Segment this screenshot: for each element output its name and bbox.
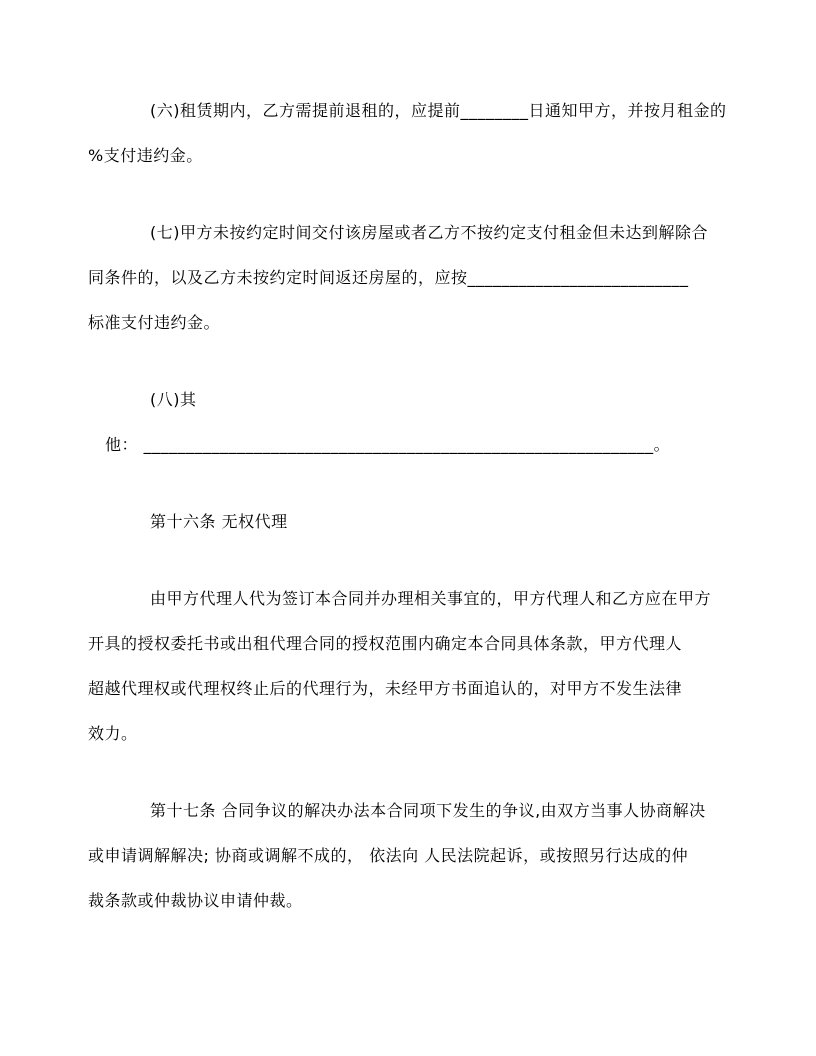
article-16-body-line-3: 超越代理权或代理权终止后的代理行为，未经甲方书面追认的，对甲方不发生法律 [88, 679, 683, 698]
article-17-paragraph [88, 788, 728, 923]
article-16-body-paragraph [88, 576, 728, 756]
clause-6-line-2: %支付违约金。 [88, 146, 203, 165]
article-16-heading [88, 499, 728, 544]
clause-7-paragraph [88, 210, 728, 345]
clause-8-paragraph [88, 377, 728, 467]
article-16-body-line-1: 由甲方代理人代为签订本合同并办理相关事宜的，甲方代理人和乙方应在甲方 [150, 589, 712, 608]
article-17-line-2: 或申请调解解决; 协商或调解不成的， 依法向 人民法院起诉，或按照另行达成的仲 [88, 846, 689, 865]
article-17-line-3: 裁条款或仲裁协议申请仲裁。 [88, 891, 303, 910]
article-16-heading-line: 第十六条 无权代理 [150, 512, 288, 531]
article-17-line-1: 第十七条 合同争议的解决办法本合同项下发生的争议,由双方当事人协商解决 [150, 801, 706, 820]
article-16-body-line-4: 效力。 [88, 724, 138, 743]
clause-6-paragraph [88, 88, 728, 178]
clause-8-line-2: 他： ____________________________________________________________。 [105, 435, 671, 454]
clause-7-line-2: 同条件的，以及乙方未按约定时间返还房屋的，应按__________________________ [88, 268, 689, 287]
clause-7-line-3: 标准支付违约金。 [88, 313, 221, 332]
article-16-body-line-2: 开具的授权委托书或出租代理合同的授权范围内确定本合同具体条款，甲方代理人 [88, 634, 683, 653]
clause-7-line-1: (七)甲方未按约定时间交付该房屋或者乙方不按约定支付租金但未达到解除合 [150, 223, 708, 242]
clause-8-line-1: (八)其 [150, 390, 197, 409]
clause-6-line-1: (六)租赁期内，乙方需提前退租的，应提前________日通知甲方，并按月租金的 [150, 101, 727, 120]
